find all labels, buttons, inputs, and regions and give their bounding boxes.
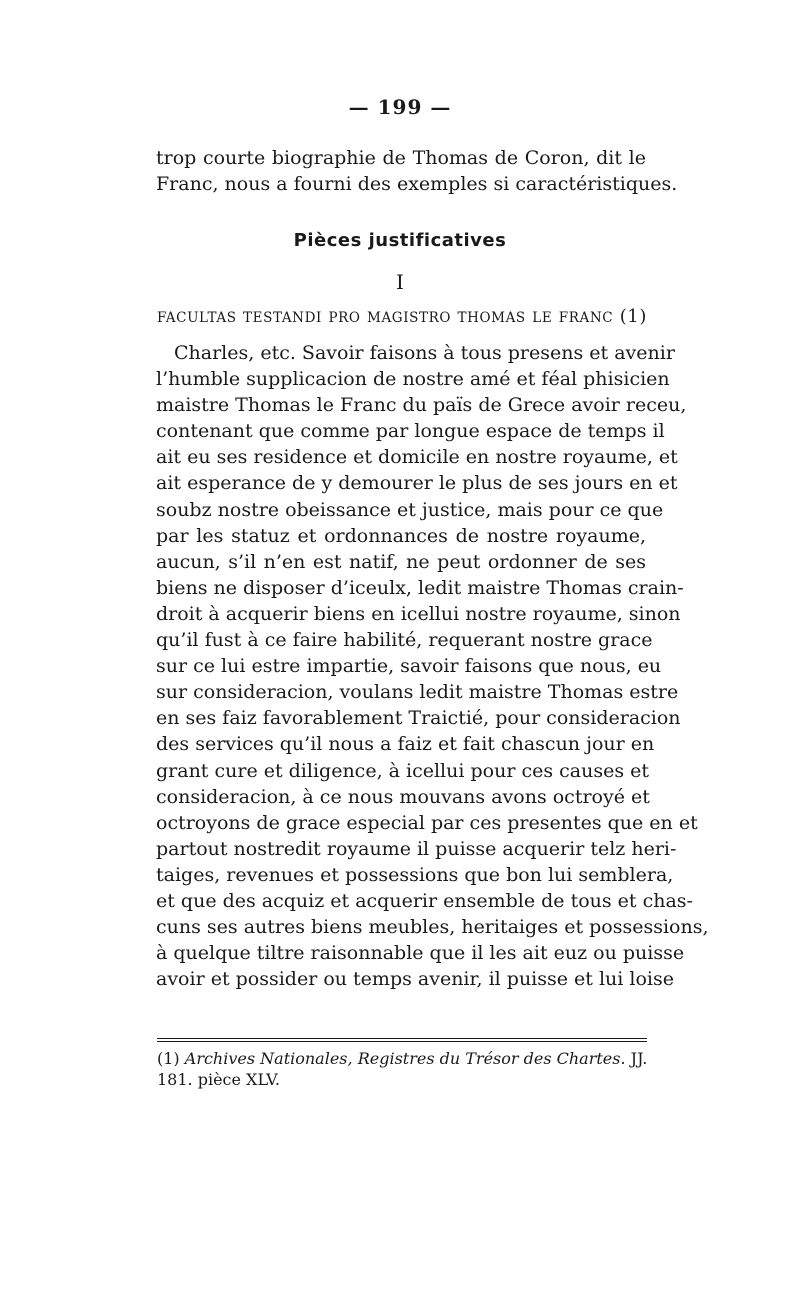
body-line: soubz nostre obeissance et justice, mais pour ce que bbox=[156, 498, 664, 521]
body-line: à quelque tiltre raisonnable que il les ait euz ou puisse bbox=[156, 942, 685, 965]
body-line: aucun, s’il n’en est natif, ne peut ordonner de ses bbox=[156, 550, 646, 573]
body-line: grant cure et diligence, à icellui pour ces causes et bbox=[156, 759, 649, 782]
body-line: par les statuz et ordonnances de nostre royaume, bbox=[156, 524, 646, 547]
document-title bbox=[157, 306, 647, 327]
body-line: et que des acquiz et acquerir ensemble de tous et chas- bbox=[156, 889, 693, 912]
footnote bbox=[157, 1048, 647, 1090]
body-line: des services qu’il nous a faiz et fait chascun jour en bbox=[156, 733, 655, 756]
footnote-line bbox=[157, 1048, 647, 1069]
body-line: taiges, revenues et possessions que bon lui semblera, bbox=[156, 863, 674, 886]
body-line: biens ne disposer d’iceulx, ledit maistre Thomas crain- bbox=[156, 576, 684, 599]
footnote-reference: (1) bbox=[619, 306, 647, 327]
section-numeral: I bbox=[396, 270, 404, 294]
footnote-ref-tail: JJ. bbox=[630, 1049, 648, 1068]
footnote-marker: (1) bbox=[157, 1049, 180, 1068]
body-line: sur consideracion, voulans ledit maistre Thomas estre bbox=[156, 681, 679, 704]
body-line: octroyons de grace especial par ces presentes que en et bbox=[156, 811, 698, 834]
footnote-source: Archives Nationales, Registres du Trésor des Chartes. bbox=[184, 1049, 626, 1068]
body-line: cuns ses autres biens meubles, heritaiges et possessions, bbox=[156, 916, 709, 939]
footnote-divider bbox=[157, 1038, 647, 1039]
body-line: contenant que comme par longue espace de temps il bbox=[156, 420, 665, 443]
body-line: avoir et possider ou temps avenir, il puisse et lui loise bbox=[156, 968, 674, 991]
body-line: l’humble supplicacion de nostre amé et féal phisicien bbox=[156, 368, 670, 391]
body-line: partout nostredit royaume il puisse acquerir telz heri- bbox=[156, 837, 677, 860]
body-line: Charles, etc. Savoir faisons à tous presens et avenir bbox=[174, 342, 675, 364]
body-line: ait eu ses residence et domicile en nostre royaume, et bbox=[156, 446, 678, 469]
body-line: qu’il fust à ce faire habilité, requerant nostre grace bbox=[156, 629, 653, 652]
body-line: consideracion, à ce nous mouvans avons octroyé et bbox=[156, 785, 650, 808]
intro-line: Franc, nous a fourni des exemples si caractéristiques. bbox=[156, 173, 678, 196]
intro-line: trop courte biographie de Thomas de Coron, dit le bbox=[156, 147, 646, 169]
page-number: — 199 — bbox=[348, 95, 452, 119]
section-heading: Pièces justificatives bbox=[293, 230, 507, 251]
body-line: en ses faiz favorablement Traictié, pour consideracion bbox=[156, 707, 681, 730]
document-title-text: FACULTAS TESTANDI PRO MAGISTRO THOMAS LE FRANC bbox=[157, 310, 614, 326]
body-line: maistre Thomas le Franc du païs de Grece avoir receu, bbox=[156, 394, 687, 417]
intro-paragraph bbox=[156, 145, 678, 197]
body-line: sur ce lui estre impartie, savoir faisons que nous, eu bbox=[156, 655, 662, 678]
body-line: ait esperance de y demourer le plus de ses jours en et bbox=[156, 472, 678, 495]
body-line: droit à acquerir biens en icellui nostre royaume, sinon bbox=[156, 602, 681, 625]
document-body bbox=[156, 340, 709, 992]
footnote-line: 181. pièce XLV. bbox=[157, 1070, 281, 1089]
